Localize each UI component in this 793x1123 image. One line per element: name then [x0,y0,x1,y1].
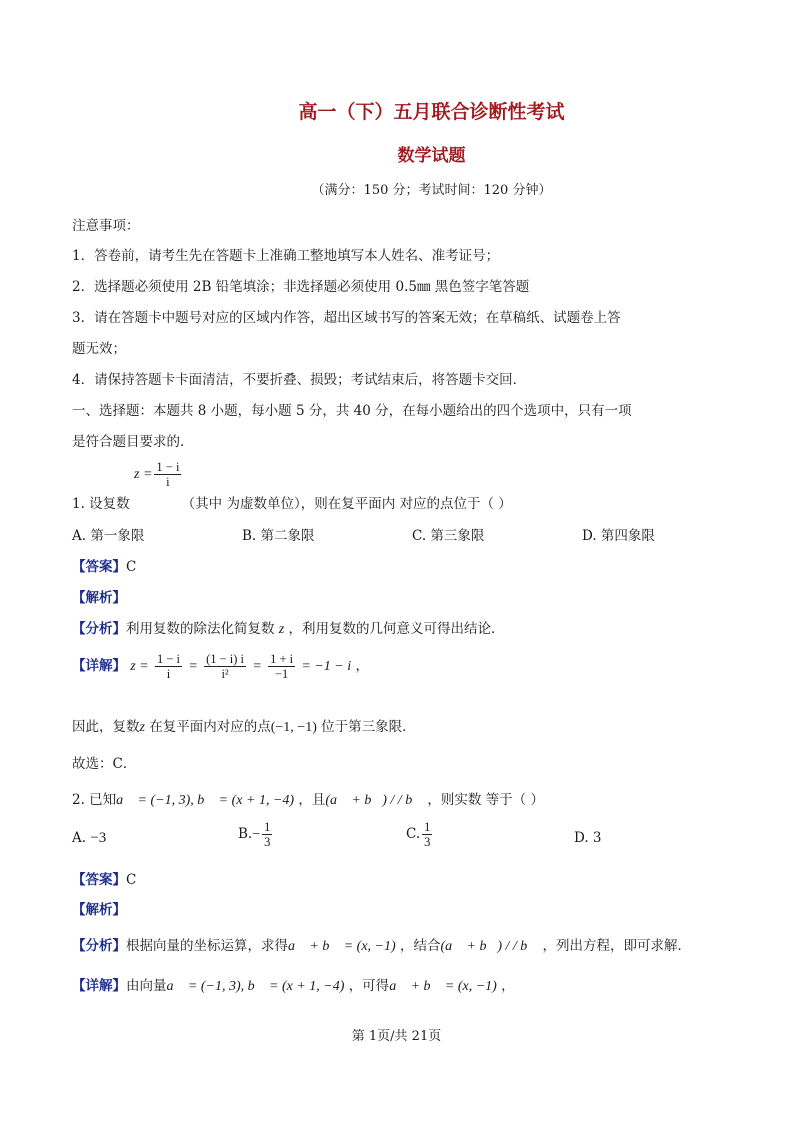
q2-fenxi: 【分析】根据向量的坐标运算，求得a⃗ + b⃗ = (x, −1) ，结合(a⃗ + b⃗) / / b⃗ ，列出方程，即可求解． [72,938,691,954]
note-item: 1．答卷前，请考生先在答题卡上准确工整地填写本人姓名、准考证号； [72,248,500,264]
q1-detail: 【详解】 z = $\frac{1 - i}{i}$ = $\frac{(1 - i) i}{\text{i²}}$ = $\frac{1 + i}{-1}$ = −1 − i ， [72,652,369,681]
q1-choose: 故选：C． [72,756,137,772]
note-item: 题无效； [72,341,126,357]
q2-analysis: 【解析】 [72,902,126,918]
q2-answer: 【答案】C [72,872,137,888]
q2-option-d: D. 3 [574,830,602,846]
q2-option-a: A. −3 [72,830,107,846]
q1-option-a: A. 第一象限 [72,528,145,544]
q1-fenxi: 【分析】利用复数的除法化简复数 z ，利用复数的几何意义可得出结论． [72,621,505,637]
exam-info: （满分：150 分；考试时间：120 分钟） [311,183,552,198]
page-footer: 第 1页/共 21页 [351,1029,442,1044]
q1-option-c: C. 第三象限 [412,528,485,544]
q1-stem: 1. 设复数 （其中 为虚数单位），则在复平面内 对应的点位于（ ） [72,496,512,512]
section-heading-cont: 是符合题目要求的． [72,434,194,450]
q2-detail: 【详解】由向量a⃗ = (−1, 3), b⃗ = (x + 1, −4) ，可得a⃗ + b⃗ = (x, −1) ， [72,978,515,994]
note-item: 4．请保持答题卡卡面清洁，不要折叠、损毁；考试结束后，将答题卡交回． [72,372,527,388]
q2-stem: 2. 已知a⃗ = (−1, 3), b⃗ = (x + 1, −4) ，且(a⃗ + b⃗) / / b⃗ ，则实数 等于（ ） [72,792,544,808]
q1-equation: z = $\frac{1 - i}{i}$ [134,460,180,489]
q1-option-b: B. 第二象限 [242,528,315,544]
note-item: 2．选择题必须使用 2B 铅笔填涂；非选择题必须使用 0.5㎜ 黑色签字笔答题 [72,279,530,295]
q2-option-c: C. $\frac{1}{3}$ [406,820,431,849]
page-title: 高一（下）五月联合诊断性考试 [298,101,565,123]
q2-option-b: B.− $\frac{1}{3}$ [238,820,271,849]
q1-conclusion: 因此，复数z 在复平面内对应的点(−1, −1) 位于第三象限． [72,719,416,735]
notes-heading: 注意事项： [72,218,140,234]
page-subtitle: 数学试题 [397,146,466,166]
section-heading: 一、选择题：本题共 8 小题，每小题 5 分，共 40 分，在每小题给出的四个选项中，只有一项 [72,403,632,419]
note-item: 3．请在答题卡中题号对应的区域内作答，超出区域书写的答案无效；在草稿纸、试题卷上答 [72,310,621,326]
q1-option-d: D. 第四象限 [582,528,655,544]
q1-answer: 【答案】C [72,559,137,575]
q1-analysis: 【解析】 [72,590,126,606]
